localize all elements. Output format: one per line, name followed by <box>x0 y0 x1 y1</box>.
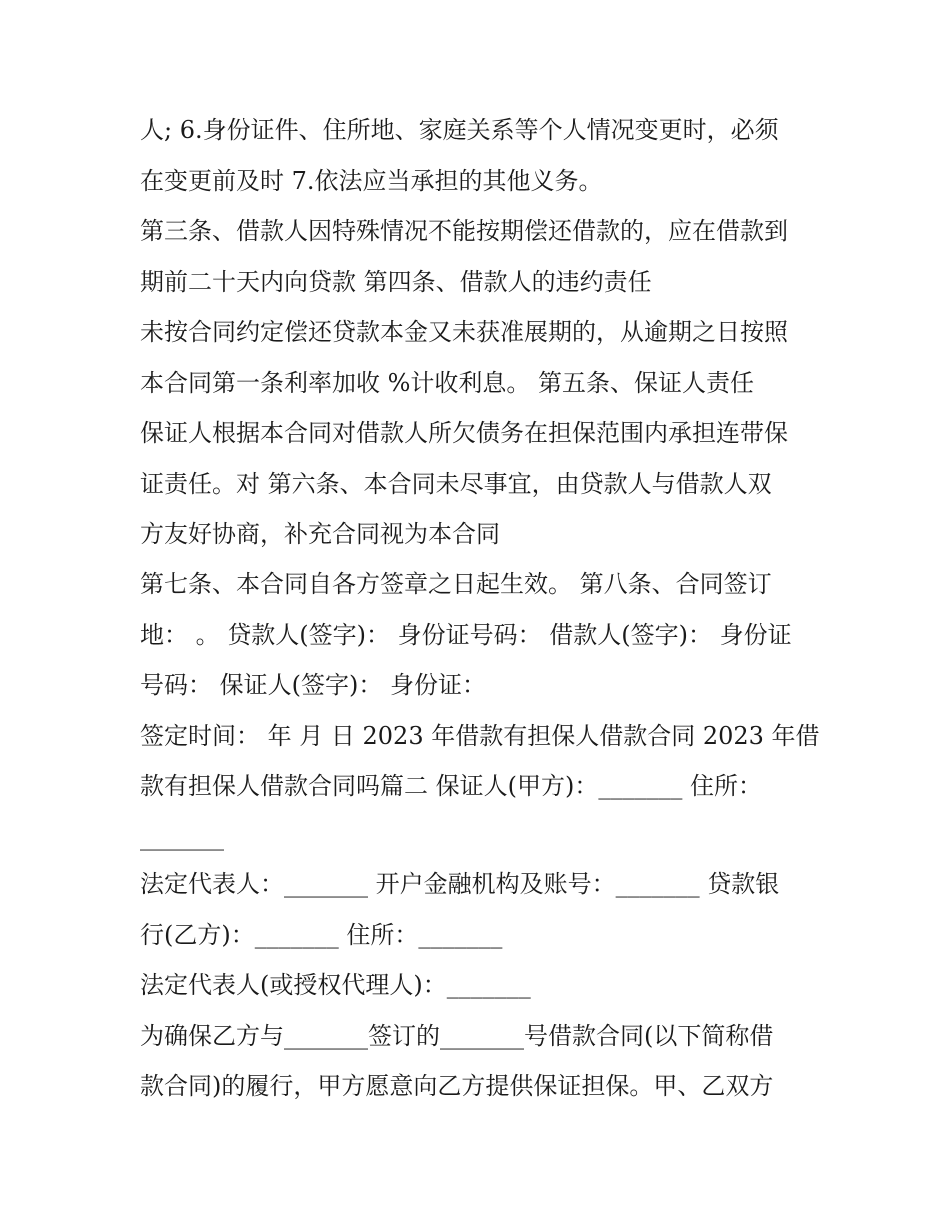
text-line-16: 法定代表人：_______ 开户金融机构及账号：_______ 贷款银 <box>140 870 780 898</box>
text-line-11: 地： 。 贷款人(签字)： 身份证号码： 借款人(签字)： 身份证 <box>140 621 792 649</box>
text-line-5: 未按合同约定偿还贷款本金又未获准展期的，从逾期之日按照 <box>140 318 788 346</box>
text-line-6: 本合同第一条利率加收 %计收利息。 第五条、保证人责任 <box>140 369 755 397</box>
text-line-9: 方友好协商，补充合同视为本合同 <box>140 520 500 548</box>
text-line-10: 第七条、本合同自各方签章之日起生效。 第八条、合同签订 <box>140 570 772 598</box>
text-line-8: 证责任。对 第六条、本合同未尽事宜，由贷款人与借款人双 <box>140 470 772 498</box>
text-line-4: 期前二十天内向贷款 第四条、借款人的违约责任 <box>140 268 652 296</box>
text-line-1: 人; 6.身份证件、住所地、家庭关系等个人情况变更时，必须 <box>140 116 779 144</box>
text-line-12: 号码： 保证人(签字)： 身份证： <box>140 671 486 699</box>
text-line-13: 签定时间： 年 月 日 2023 年借款有担保人借款合同 2023 年借 <box>140 722 820 750</box>
text-line-3: 第三条、借款人因特殊情况不能按期偿还借款的，应在借款到 <box>140 217 788 245</box>
text-line-17: 行(乙方)：_______ 住所：_______ <box>140 921 503 949</box>
text-line-18: 法定代表人(或授权代理人)：_______ <box>140 971 531 999</box>
text-line-14: 款有担保人借款合同吗篇二 保证人(甲方)：_______ 住所： <box>140 772 762 800</box>
text-line-15: _______ <box>140 823 224 851</box>
text-line-7: 保证人根据本合同对借款人所欠债务在担保范围内承担连带保 <box>140 419 788 447</box>
text-line-2: 在变更前及时 7.依法应当承担的其他义务。 <box>140 167 603 195</box>
text-line-19: 为确保乙方与_______签订的_______号借款合同(以下简称借 <box>140 1022 774 1050</box>
text-line-20: 款合同)的履行，甲方愿意向乙方提供保证担保。甲、乙双方 <box>140 1072 774 1100</box>
